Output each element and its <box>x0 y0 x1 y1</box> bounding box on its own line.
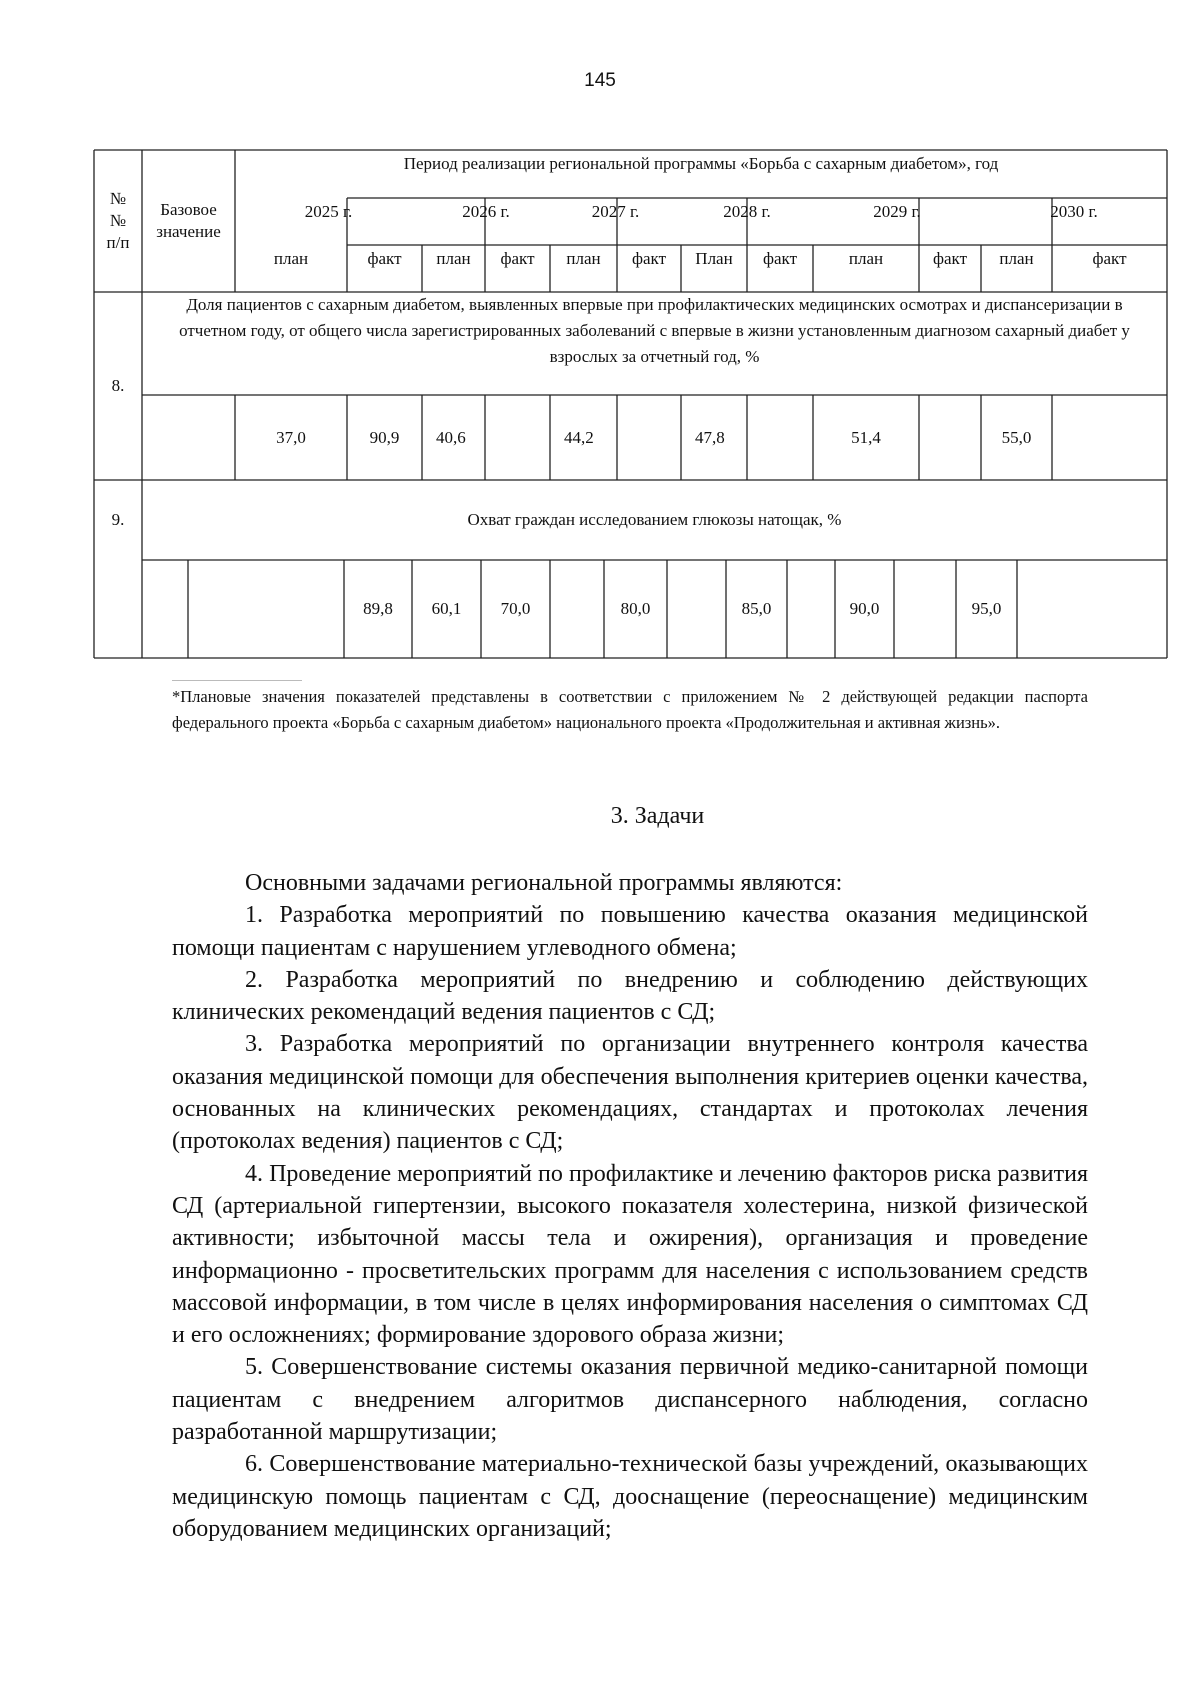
section-intro: Основными задачами региональной программы являются: <box>245 870 843 896</box>
footnote: *Плановые значения показателей представлены в соответствии с приложением № 2 действующей редакции паспорта федерального проекта «Борьба с сахарным диабетом» национального проекта «Продолжительная и активная жизнь». <box>172 687 1088 732</box>
row9-indicator: Охват граждан исследованием глюкозы натощак, % <box>467 510 842 529</box>
header-year-2: 2026 г. <box>462 202 510 221</box>
row8-value-7: 55,0 <box>1001 427 1032 447</box>
row8-indicator: Доля пациентов с сахарным диабетом, выявленных впервые при профилактических медицинских осмотрах и диспансеризации в отчетном году, от общего числа зарегистрированных заболеваний с впервые в жизни установленным диагнозом сахарный диабет у взрослых за отчетный год, % <box>179 295 1130 366</box>
header-subcol-6: факт <box>631 249 667 268</box>
row8-value-3: 40,6 <box>436 427 466 447</box>
header-subcol-9: план <box>848 249 884 268</box>
header-year-4: 2028 г. <box>723 202 771 221</box>
page-number: 145 <box>584 70 616 91</box>
row8-value-6: 51,4 <box>851 427 881 447</box>
row8-value-1: 37,0 <box>276 427 306 447</box>
row8-value-4: 44,2 <box>564 427 594 447</box>
row9-value-5: 85,0 <box>741 599 772 618</box>
header-subcol-3: план <box>436 249 471 268</box>
header-base-value-cell: Базовое значение <box>156 200 221 241</box>
row9-value-4: 80,0 <box>620 599 651 618</box>
header-subcol-12: факт <box>1092 249 1127 268</box>
section-title: 3. Задачи <box>610 803 705 829</box>
task-item-1: 1. Разработка мероприятий по повышению качества оказания медицинской помощи пациентам с нарушением углеводного обмена; <box>172 902 1088 961</box>
header-year-3: 2027 г. <box>591 202 640 221</box>
header-subcol-2: факт <box>367 249 402 268</box>
row9-number: 9. <box>111 510 125 529</box>
indicator-table <box>94 150 1167 658</box>
header-year-6: 2030 г. <box>1050 202 1098 221</box>
header-year-5: 2029 г. <box>873 202 921 221</box>
row9-value-2: 60,1 <box>431 599 462 618</box>
row9-value-1: 89,8 <box>363 599 393 618</box>
header-subcol-11: план <box>999 249 1034 268</box>
footnote-separator <box>172 680 302 681</box>
header-subcol-4: факт <box>500 249 535 268</box>
header-subcol-1: план <box>273 249 309 268</box>
row9-value-7: 95,0 <box>971 599 1002 618</box>
section-body <box>172 867 1088 1545</box>
header-subcol-7: План <box>695 249 733 268</box>
header-subcol-8: факт <box>762 249 798 268</box>
task-item-3: 3. Разработка мероприятий по организации внутреннего контроля качества оказания медицинской помощи для обеспечения выполнения критериев оценки качества, основанных на клинических рекомендациях, стандартах и протоколах лечения (протоколах ведения) пациентов с СД; <box>172 1031 1088 1155</box>
header-period-cell: Период реализации региональной программы «Борьба с сахарным диабетом», год <box>403 154 999 173</box>
task-item-4: 4. Проведение мероприятий по профилактике и лечению факторов риска развития СД (артериальной гипертензии, высокого показателя холестерина, низкой физической активности; избыточной массы тела и ожирения), организация и проведение информационно - просветительских программ для населения с использованием средств массовой информации, в том числе в целях информирования населения о симптомах СД и его осложнениях; формирование здорового образа жизни; <box>172 1160 1088 1349</box>
row9-value-3: 70,0 <box>500 599 531 618</box>
header-subcol-10: факт <box>932 249 968 268</box>
task-item-2: 2. Разработка мероприятий по внедрению и соблюдению действующих клинических рекомендаций ведения пациентов с СД; <box>172 966 1088 1026</box>
header-subcol-5: план <box>566 249 601 268</box>
row9-value-6: 90,0 <box>849 599 880 618</box>
row8-value-2: 90,9 <box>369 427 400 447</box>
task-item-5: 5. Совершенствование системы оказания первичной медико-санитарной помощи пациентам с внедрением алгоритмов диспансерного наблюдения, согласно разработанной маршрутизации; <box>172 1354 1088 1446</box>
row8-value-5: 47,8 <box>695 427 725 447</box>
row8-number: 8. <box>111 376 125 395</box>
header-year-1: 2025 г. <box>304 202 353 221</box>
header-number-cell: № № п/п <box>106 189 130 252</box>
task-item-6: 6. Совершенствование материально-технической базы учреждений, оказывающих медицинскую помощь пациентам с СД, дооснащение (переоснащение) медицинским оборудованием медицинских организаций; <box>172 1451 1088 1542</box>
